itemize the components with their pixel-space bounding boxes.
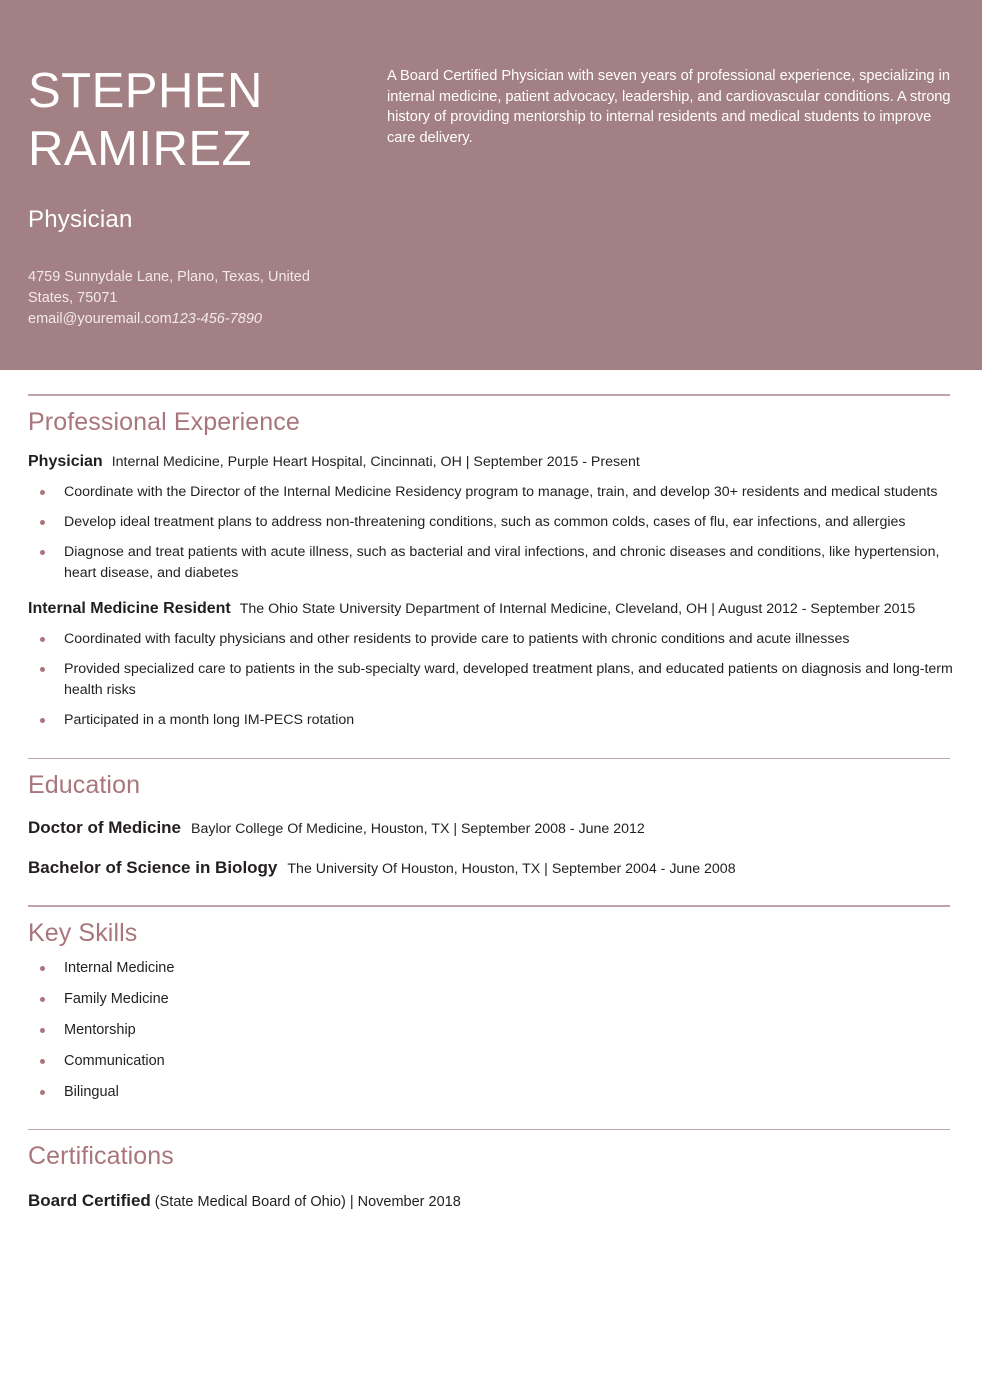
- list-item: Internal Medicine: [28, 958, 954, 979]
- professional-summary: A Board Certified Physician with seven years of professional experience, specializing in internal medicine, patient advocacy, leadership, and cardiovascular conditions. A strong history of providing mentorship to internal residents and medical students to improve care delivery.: [387, 68, 951, 146]
- list-item: Communication: [28, 1051, 954, 1072]
- contact-block: [28, 267, 368, 330]
- section-divider: [28, 1129, 950, 1131]
- section-title-skills: Key Skills: [28, 918, 138, 947]
- header-identity-block: [28, 62, 368, 330]
- certification-name: Board Certified: [28, 1191, 151, 1210]
- email-address[interactable]: email@youremail.com: [28, 311, 172, 327]
- education-meta: Baylor College Of Medicine, Houston, TX | September 2008 - June 2012: [191, 821, 645, 837]
- list-item: Diagnose and treat patients with acute illness, such as bacterial and viral infections, and chronic diseases and conditions, like hypertension, heart disease, and diabetes: [28, 542, 954, 584]
- list-item: Develop ideal treatment plans to address non-threatening conditions, such as common colds, cases of flu, ear infections, and allergies: [28, 512, 954, 533]
- education-degree: Doctor of Medicine: [28, 818, 182, 837]
- email-phone-line: [28, 309, 368, 330]
- list-item: Family Medicine: [28, 989, 954, 1010]
- education-degree: Bachelor of Science in Biology: [28, 858, 278, 877]
- certification-meta: (State Medical Board of Ohio) | November 2018: [154, 1194, 461, 1210]
- section-divider: [28, 905, 950, 907]
- section-title-experience: Professional Experience: [28, 407, 300, 436]
- resume-header: [0, 0, 982, 370]
- list-item: Provided specialized care to patients in the sub-specialty ward, developed treatment plans, and educated patients on diagnosis and long-term health risks: [28, 659, 954, 701]
- list-item: Coordinated with faculty physicians and other residents to provide care to patients with chronic conditions and acute illnesses: [28, 629, 954, 650]
- resume-body: [0, 394, 982, 1211]
- list-item: Coordinate with the Director of the Internal Medicine Residency program to manage, train, and develop 30+ residents and medical students: [28, 482, 954, 503]
- experience-job-title: Physician: [28, 452, 103, 470]
- skills-list: [28, 958, 954, 1103]
- section-title-certifications: Certifications: [28, 1142, 174, 1170]
- header-summary-block: [387, 66, 955, 148]
- list-item: Bilingual: [28, 1082, 954, 1103]
- section-certifications: [28, 1129, 954, 1212]
- education-entry: [28, 858, 954, 878]
- experience-job-meta: The Ohio State University Department of Internal Medicine, Cleveland, OH | August 2012 - September 2015: [239, 600, 916, 617]
- experience-job-meta: Internal Medicine, Purple Heart Hospital, Cincinnati, OH | September 2015 - Present: [111, 453, 640, 470]
- section-education: [28, 758, 954, 879]
- candidate-role: Physician: [28, 206, 133, 233]
- section-divider: [28, 394, 950, 396]
- experience-entry: [28, 451, 954, 584]
- list-item: Mentorship: [28, 1020, 954, 1041]
- address-line-2: States, 75071: [28, 290, 118, 306]
- experience-bullet-list: [28, 629, 954, 731]
- phone-number[interactable]: 123-456-7890: [171, 311, 262, 327]
- experience-entry-header: [28, 598, 954, 620]
- experience-entry: [28, 598, 954, 731]
- list-item: Participated in a month long IM-PECS rotation: [28, 710, 954, 731]
- education-meta: The University Of Houston, Houston, TX | September 2004 - June 2008: [287, 861, 736, 877]
- address-line-1: 4759 Sunnydale Lane, Plano, Texas, United: [28, 269, 310, 285]
- section-title-education: Education: [28, 771, 141, 799]
- section-key-skills: [28, 905, 954, 1103]
- education-entry: [28, 818, 954, 838]
- section-divider: [28, 758, 950, 760]
- certification-entry: [28, 1191, 954, 1211]
- experience-bullet-list: [28, 482, 954, 584]
- candidate-name: STEPHEN RAMIREZ: [28, 64, 263, 176]
- experience-job-title: Internal Medicine Resident: [28, 599, 231, 617]
- experience-entry-header: [28, 451, 954, 473]
- section-professional-experience: [28, 394, 954, 731]
